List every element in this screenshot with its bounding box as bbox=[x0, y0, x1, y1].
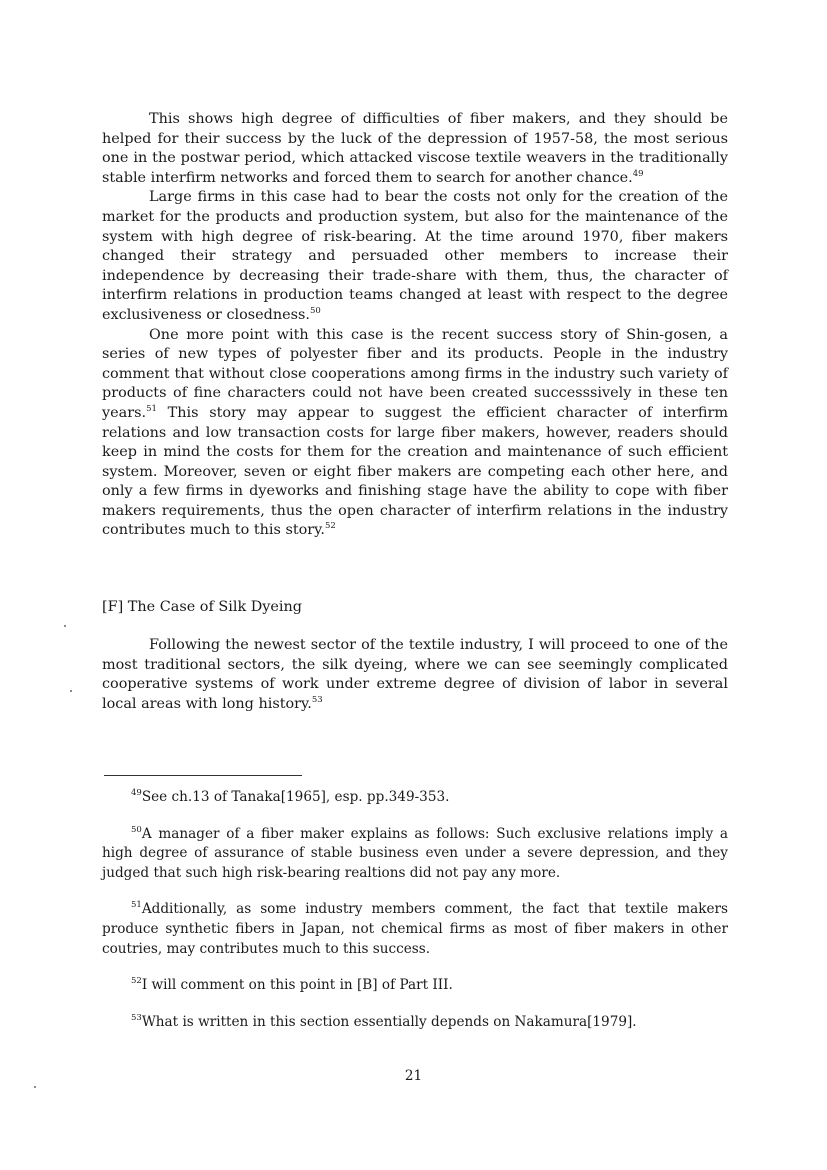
footnote-ref-52[interactable]: 52 bbox=[324, 521, 336, 532]
paragraph-shin-gosen: One more point with this case is the recent success story of Shin-gosen, a series of new types of polyester fiber and its products. People in the industry comment that without close cooperations among firms in the industry such variety of products of fine characters could not have been created successsively in these ten years.$^{51}$ This story may appear to suggest the efficient character of interfirm relations and low transaction costs for large fiber makers, however, readers should keep in mind the costs for them for the creation and maintenance of such efficient system. Moreover, seven or eight fiber makers are competing each other here, and only a few firms in dyeworks and finishing stage have the ability to cope with fiber makers requirements, thus the open character of interfirm relations in the industry contributes much to this story.$^{52}$ bbox=[102, 326, 728, 539]
footnote-51: $^{51}$Additionally, as some industry members comment, the fact that textile makers produce synthetic fibers in Japan, not chemical firms as most of fiber makers in other coutries, may contributes much to this success. bbox=[102, 900, 728, 957]
paragraph-fiber-makers-difficulties: This shows high degree of difficulties of fiber makers, and they should be helped for their success by the luck of the depression of 1957-58, the most serious one in the postwar period, which attacked viscose textile weavers in the traditionally stable interfirm networks and forced them to search for another chance.$^{49}$ bbox=[102, 111, 728, 186]
scan-speck bbox=[64, 625, 66, 627]
footnote-53: $^{53}$What is written in this section essentially depends on Nakamura[1979]. bbox=[131, 1012, 637, 1030]
footnote-52: $^{52}$I will comment on this point in [B] of Part III. bbox=[131, 976, 453, 994]
footnotes bbox=[102, 788, 728, 1049]
footnote-50: $^{50}$A manager of a fiber maker explains as follows: Such exclusive relations imply a high degree of assurance of stable business even under a severe depression, and they judged that such high risk-bearing realtions did not pay any more. bbox=[102, 824, 728, 881]
footnote-divider bbox=[104, 775, 302, 776]
footnote-ref-53[interactable]: 53 bbox=[311, 694, 323, 705]
footnote-ref-49[interactable]: 49 bbox=[632, 168, 644, 179]
paragraph-silk-dyeing: Following the newest sector of the textile industry, I will proceed to one of the most traditional sectors, the silk dyeing, where we can see seemingly complicated cooperative systems of work under extreme degree of division of labor in several local areas with long history.$^{53}$ bbox=[102, 637, 728, 712]
scan-speck bbox=[70, 690, 72, 692]
paragraph-large-firms-costs: Large firms in this case had to bear the costs not only for the creation of the market for the products and production system, but also for the maintenance of the system with high degree of risk-bearing. At the time around 1970, fiber makers changed their strategy and persuaded other members to increase their independence by decreasing their trade-share with them, thus, the character of interfirm relations in production teams changed at least with respect to the degree exclusiveness or closedness.$^{50}$ bbox=[102, 189, 728, 323]
body-text bbox=[102, 110, 728, 541]
footnote-49: $^{49}$See ch.13 of Tanaka[1965], esp. pp.349-353. bbox=[131, 788, 450, 805]
section-heading: [F] The Case of Silk Dyeing bbox=[102, 599, 303, 615]
page-number: 21 bbox=[404, 1068, 423, 1084]
footnote-ref-50[interactable]: 50 bbox=[310, 305, 321, 316]
scan-speck bbox=[34, 1086, 36, 1088]
footnote-ref-51[interactable]: 51 bbox=[146, 403, 157, 414]
